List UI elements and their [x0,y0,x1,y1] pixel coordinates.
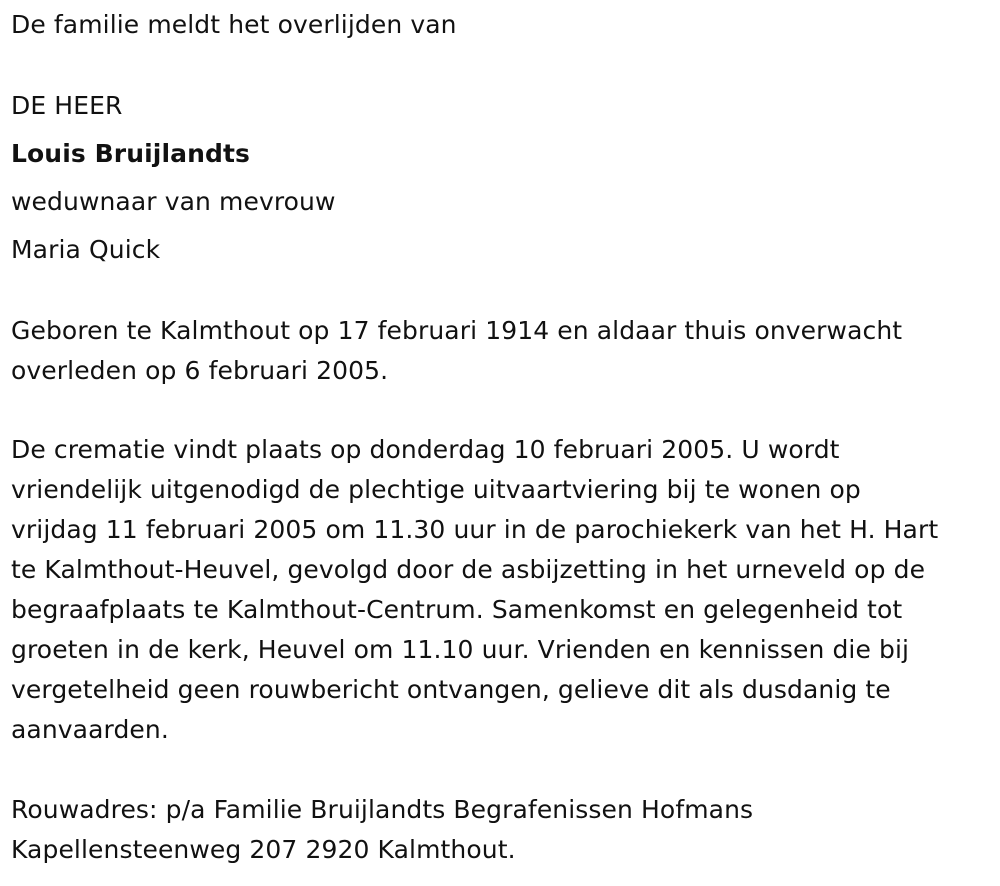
address-line-2: Kapellensteenweg 207 2920 Kalmthout. [11,835,516,864]
ceremony-line-7: vergetelheid geen rouwbericht ontvangen, gelieve dit als dusdanig te [11,675,891,704]
ceremony-line-1: De crematie vindt plaats op donderdag 10 februari 2005. U wordt [11,435,840,464]
deceased-name: Louis Bruijlandts [11,139,251,168]
ceremony-line-4: te Kalmthout-Heuvel, gevolgd door de asbijzetting in het urneveld op de [11,555,926,584]
ceremony-line-2: vriendelijk uitgenodigd de plechtige uitvaartviering bij te wonen op [11,475,861,504]
birth-line-1: Geboren te Kalmthout op 17 februari 1914 en aldaar thuis onverwacht [11,316,903,345]
relation-text: weduwnaar van mevrouw [11,187,336,216]
ceremony-line-3: vrijdag 11 februari 2005 om 11.30 uur in de parochiekerk van het H. Hart [11,515,939,544]
honorific-title: DE HEER [11,91,123,120]
ceremony-line-8: aanvaarden. [11,715,169,744]
intro-text: De familie meldt het overlijden van [11,10,457,39]
birth-line-2: overleden op 6 februari 2005. [11,356,389,385]
address-line-1: Rouwadres: p/a Familie Bruijlandts Begrafenissen Hofmans [11,795,754,824]
ceremony-line-5: begraafplaats te Kalmthout-Centrum. Samenkomst en gelegenheid tot [11,595,903,624]
spouse-name: Maria Quick [11,235,161,264]
ceremony-line-6: groeten in de kerk, Heuvel om 11.10 uur. Vrienden en kennissen die bij [11,635,910,664]
